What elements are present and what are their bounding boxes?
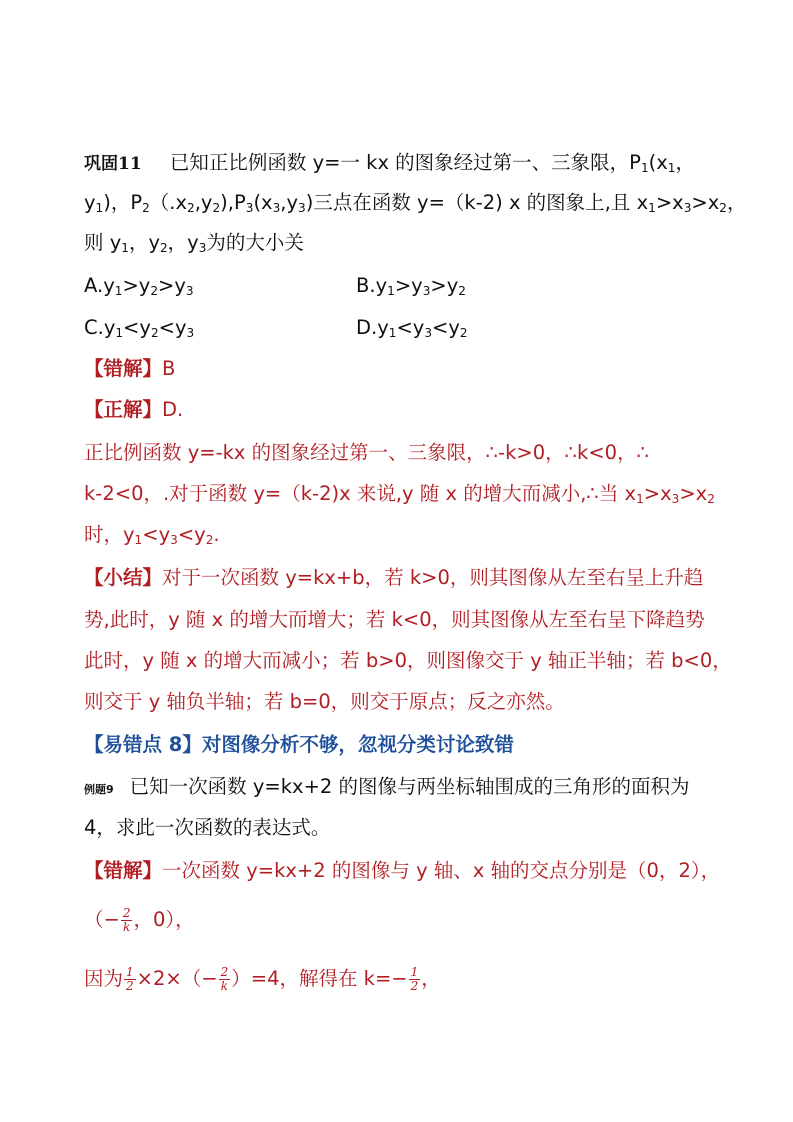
text-fragment: <y [123,316,151,339]
text-fragment: 2 [159,241,168,256]
text-fragment: >y [122,274,151,297]
text-fragment: ，0）， [133,908,195,931]
summary-line-2 [84,607,724,633]
text-fragment: C.y [84,316,116,339]
text-fragment: 2 [126,979,134,993]
text-fragment: 1 [121,241,129,256]
text-fragment: 2 [122,906,131,920]
text-fragment: 4，求此一次函数的表达式。 [84,816,331,839]
text-fragment: 2 [719,201,727,216]
text-fragment: <y [177,523,206,546]
example-9-label: 例题9 [84,783,114,796]
text-fragment: 3 [671,492,680,507]
text-fragment: 3 [424,326,433,341]
text-fragment: D.y [356,316,389,339]
option-b [356,273,596,299]
text-fragment: >x [679,482,708,505]
text-fragment: ×2×（− [136,967,218,990]
text-fragment: （− [84,908,120,931]
fraction-2-over-k [219,966,231,993]
right-label: 【正解】 [84,398,163,421]
summary-line-4 [84,689,724,715]
solution-line-3 [84,522,724,548]
text-fragment: <y [396,316,425,339]
text-fragment: 1 [134,533,143,548]
wrong2-line-2 [84,903,724,937]
text-fragment: 2 [187,201,195,216]
text-fragment: 3 [170,533,178,548]
option-c [84,315,324,341]
text-fragment: 1 [387,284,395,299]
text-fragment: ， [726,191,747,214]
text-fragment: 1 [115,326,124,341]
text-fragment: 一次函数 y=kx+2 的图像与 y 轴、x 轴的交点分别是（0，2）， [162,859,721,882]
text-fragment: 1 [410,965,419,979]
text-fragment: 2 [205,533,214,548]
text-fragment: 3 [272,201,281,216]
text-fragment: 2 [220,965,229,979]
fraction-1-over-2 [409,966,421,993]
text-fragment: ）=4，解得在 k=− [231,967,408,990]
wrong2-line-1 [84,858,724,884]
wrong2-label: 【错解】 [84,859,163,882]
text-fragment: ),P [220,191,246,214]
text-fragment: >x [643,482,672,505]
text-fragment: A.y [84,274,115,297]
text-fragment: ，y [167,231,199,254]
text-fragment: 2 [212,201,221,216]
text-fragment: B [162,357,176,380]
text-fragment: >y [430,274,459,297]
text-fragment: ,y [280,191,299,214]
text-fragment: ， [675,151,695,174]
text-fragment: 此时，y 随 x 的增大而减小；若 b>0，则图像交于 y 轴正半轴；若 b<0， [84,649,732,672]
text-fragment: 对于一次函数 y=kx+b，若 k>0，则其图像从左至右呈上升趋 [162,566,704,589]
text-fragment: 1 [648,201,656,216]
text-fragment: 1 [640,161,649,176]
text-fragment: B.y [356,274,388,297]
text-fragment: 3 [422,284,431,299]
right-answer [84,397,724,423]
text-fragment: <y [142,523,171,546]
text-fragment: (x [253,191,273,214]
text-fragment: 3 [185,284,194,299]
solution-line-2 [84,481,724,507]
wrong2-line-3 [84,962,724,996]
text-fragment: 2 [142,201,150,216]
text-fragment: (x [648,151,668,174]
text-fragment: 1 [388,326,397,341]
option-a [84,273,324,299]
text-fragment: 2 [150,284,159,299]
text-fragment: ,y [194,191,213,214]
text-fragment: 3 [245,201,254,216]
summary-line-1 [84,565,724,591]
q11-line-2 [84,190,747,216]
q11-line-1 [84,150,724,177]
text-fragment: 已知正比例函数 y=一 kx 的图象经过第一、三象限，P [169,151,641,174]
q11-line-3 [84,230,724,256]
text-fragment: （.x [149,191,188,214]
text-fragment: <y [432,316,460,339]
text-fragment: ，y [128,231,160,254]
text-fragment: 则 y [84,231,122,254]
text-fragment: 2 [150,326,159,341]
summary-line-3 [84,648,732,674]
text-fragment: 则交于 y 轴负半轴；若 b=0，则交于原点；反之亦然。 [84,690,565,713]
text-fragment: ， [421,967,441,990]
text-fragment: 3 [298,201,306,216]
text-fragment: 3 [198,241,207,256]
text-fragment: k-2<0，.对于函数 y=（k-2)x 来说,y 随 x 的增大而减小,∴当 x [84,482,637,505]
example-9-line-2 [84,815,724,841]
text-fragment: y [84,191,96,214]
text-fragment: >y [394,274,423,297]
text-fragment: )三点在函数 y=（k-2) x 的图象上,且 x [305,191,649,214]
solution-line-1 [84,440,724,466]
text-fragment: 1 [95,201,104,216]
text-fragment: 2 [707,492,715,507]
text-fragment: 1 [636,492,644,507]
text-fragment: 3 [186,326,195,341]
fraction-1-over-2 [124,966,136,993]
q11-label: 巩固11 [84,154,142,174]
text-fragment: . [213,523,220,546]
text-fragment: 1 [667,161,676,176]
text-fragment: 2 [410,979,419,993]
text-fragment: 势,此时，y 随 x 的增大而增大；若 k<0，则其图像从左至右呈下降趋势 [84,608,705,631]
error-point-8-heading: 【易错点 8】对图像分析不够，忽视分类讨论致错 [84,733,514,756]
text-fragment: k [220,979,229,993]
text-fragment: 为的大小关 [206,231,304,254]
text-fragment: 时，y [84,523,135,546]
text-fragment: 正比例函数 y=-kx 的图象经过第一、三象限，∴-k>0，∴k<0，∴ [84,441,649,464]
text-fragment: k [123,920,131,934]
text-fragment: 已知一次函数 y=kx+2 的图像与两坐标轴围成的三角形的面积为 [129,775,690,798]
text-fragment: 2 [459,326,468,341]
text-fragment: 因为 [84,967,124,990]
text-fragment: >x [655,191,684,214]
text-fragment: >y [158,274,186,297]
text-fragment: 1 [126,965,134,979]
text-fragment: <y [158,316,187,339]
wrong-label: 【错解】 [84,357,163,380]
example-9-line-1 [84,774,724,803]
fraction-2-over-k [121,907,133,934]
text-fragment: >x [691,191,720,214]
text-fragment: )，P [103,191,143,214]
option-d [356,315,596,341]
text-fragment: 2 [458,284,466,299]
text-fragment: 1 [114,284,123,299]
summary-label: 【小结】 [84,566,163,589]
text-fragment: 3 [683,201,692,216]
wrong-answer [84,356,724,382]
text-fragment: D. [162,398,184,421]
